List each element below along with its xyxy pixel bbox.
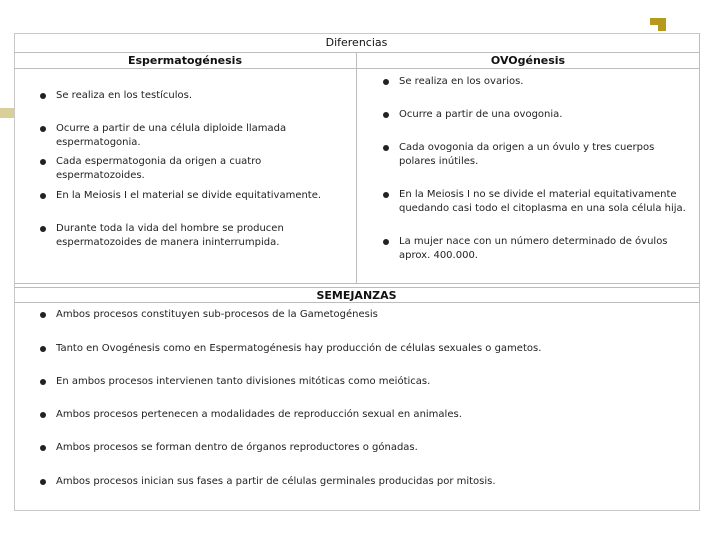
bullet-icon [40, 379, 46, 385]
bullet-icon [40, 159, 46, 165]
list-item: Ocurre a partir de una ovogonia. [383, 108, 688, 122]
list-item: Cada ovogonia da origen a un óvulo y tres cuerpos polares inútiles. [383, 141, 688, 169]
table-title: Diferencias [14, 33, 700, 53]
bullet-icon [40, 312, 46, 318]
bullet-icon [40, 226, 46, 232]
list-item: Tanto en Ovogénesis como en Espermatogénesis hay producción de células sexuales o gametos. [40, 342, 690, 356]
header-semejanzas: SEMEJANZAS [14, 287, 700, 303]
header-ovogenesis: OVOgénesis [357, 53, 700, 69]
bullet-icon [383, 192, 389, 198]
list-item: Se realiza en los ovarios. [383, 75, 688, 89]
list-item: Durante toda la vida del hombre se producen espermatozoides de manera ininterrumpida. [40, 222, 352, 250]
list-item: En ambos procesos intervienen tanto divisiones mitóticas como meióticas. [40, 375, 690, 389]
corner-accent-notch [650, 25, 658, 31]
list-item: En la Meiosis I el material se divide equitativamente. [40, 189, 350, 203]
list-item: Ambos procesos constituyen sub-procesos de la Gametogénesis [40, 308, 690, 322]
bullet-icon [40, 412, 46, 418]
list-item: Ambos procesos pertenecen a modalidades de reproducción sexual en animales. [40, 408, 690, 422]
list-item: La mujer nace con un número determinado de óvulos aprox. 400.000. [383, 235, 688, 263]
bullet-icon [40, 346, 46, 352]
bullet-icon [383, 112, 389, 118]
list-item: Cada espermatogonia da origen a cuatro espermatozoides. [40, 155, 350, 183]
bullet-icon [40, 479, 46, 485]
list-item: Ambos procesos inician sus fases a partir de células germinales producidas por mitosis. [40, 475, 690, 489]
bullet-icon [383, 145, 389, 151]
bullet-icon [40, 193, 46, 199]
bullet-icon [383, 79, 389, 85]
header-espermatogenesis: Espermatogénesis [14, 53, 357, 69]
left-accent-bar [0, 108, 14, 118]
bullet-icon [383, 239, 389, 245]
list-item: Ambos procesos se forman dentro de órganos reproductores o gónadas. [40, 441, 690, 455]
list-item: Se realiza en los testículos. [40, 89, 350, 103]
list-item: Ocurre a partir de una célula diploide llamada espermatogonia. [40, 122, 356, 150]
bullet-icon [40, 445, 46, 451]
bullet-icon [40, 126, 46, 132]
list-item: En la Meiosis I no se divide el material equitativamente quedando casi todo el citoplasma en una sola célula hija. [383, 188, 688, 216]
bullet-icon [40, 93, 46, 99]
